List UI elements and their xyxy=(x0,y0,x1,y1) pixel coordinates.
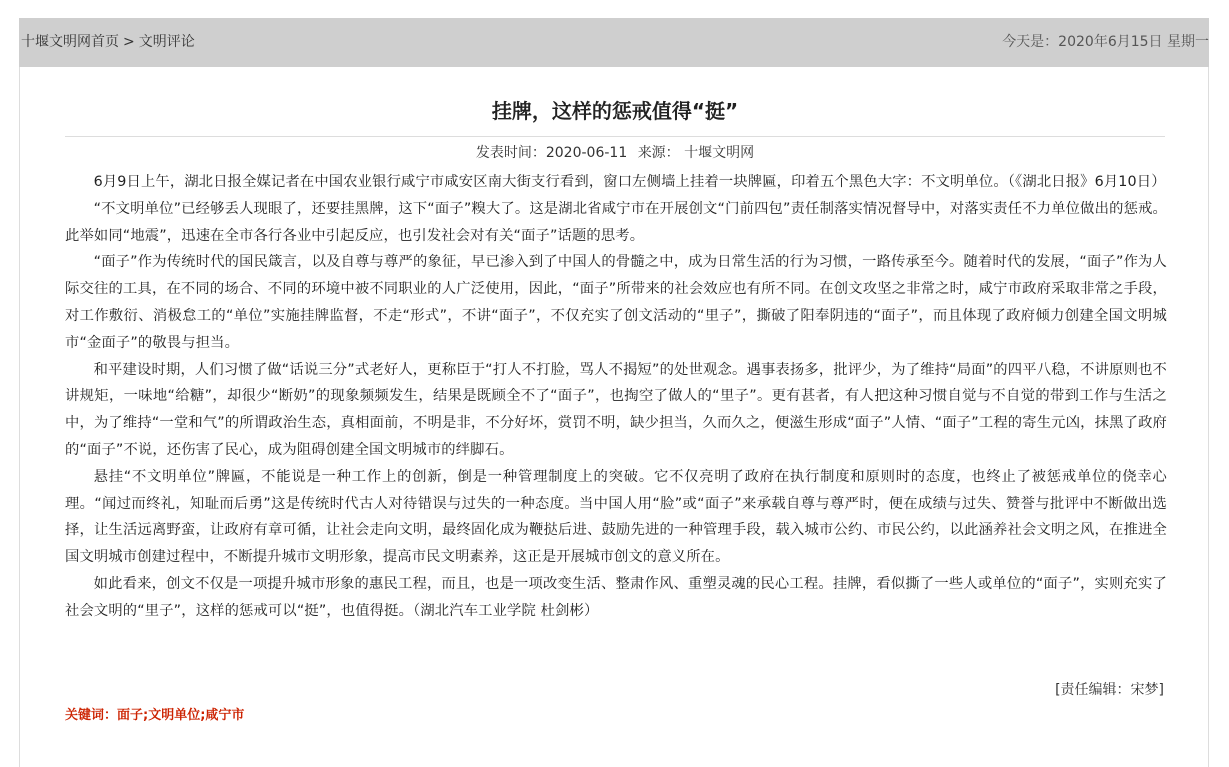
breadcrumb-section-link[interactable]: 文明评论 xyxy=(138,34,195,50)
title-divider xyxy=(65,136,1165,137)
article-paragraph: “面子”作为传统时代的国民箴言，以及自尊与尊严的象征，早已渗入到了中国人的骨髓之中，成为日常生活的行为习惯，一路传承至今。随着时代的发展，“面子”作为人际交往的工具，在不同的场合、不同的环境中被不同职业的人广泛使用，因此，“面子”所带来的社会效应也有所不同。在创文攻坚之非常之时，咸宁市政府采取非常之手段，对工作敷衍、消极怠工的“单位”实施挂牌监督，不走“形式”，不讲“面子”，不仅充实了创文活动的“里子”，撕破了阳奉阴违的“面子”，而且体现了政府倾力创建全国文明城市“金面子”的敬畏与担当。 xyxy=(65,254,1167,351)
article-paragraph: 如此看来，创文不仅是一项提升城市形象的惠民工程，而且，也是一项改变生活、整肃作风、重塑灵魂的民心工程。挂牌，看似撕了一些人或单位的“面子”，实则充实了社会文明的“里子”，这样的惩戒可以“挺”，也值得挺。（湖北汽车工业学院 杜剑彬） xyxy=(65,575,1167,619)
article-meta xyxy=(65,143,1165,163)
article-body xyxy=(65,169,1167,625)
breadcrumb-separator: > xyxy=(123,34,135,50)
article-paragraph: 悬挂“不文明单位”牌匾，不能说是一种工作上的创新，倒是一种管理制度上的突破。它不仅亮明了政府在执行制度和原则时的态度，也终止了被惩戒单位的侥幸心理。“闻过而终礼，知耻而后勇”这是传统时代古人对待错误与过失的一种态度。当中国人用“脸”或“面子”来承载自尊与尊严时，便在成绩与过失、赞誉与批评中不断做出选择，让生活远离野蛮，让政府有章可循，让社会走向文明，最终固化成为鞭挞后进、鼓励先进的一种管理手段，载入城市公约、市民公约，以此涵养社会文明之风，在推进全国文明城市创建过程中，不断提升城市文明形象，提高市民文明素养，这正是开展城市创文的意义所在。 xyxy=(65,468,1167,566)
keywords-values[interactable]: 面子;文明单位;咸宁市 xyxy=(117,708,245,723)
keywords-label: 关键词： xyxy=(65,708,118,723)
keywords-line xyxy=(65,707,244,725)
current-date: 今天是：2020年6月15日 星期一 xyxy=(1002,34,1209,50)
source-name: 十堰文明网 xyxy=(684,145,755,161)
publish-label: 发表时间： xyxy=(475,145,546,161)
responsible-editor: [责任编辑：宋梦] xyxy=(1055,682,1164,698)
article-panel xyxy=(19,67,1209,767)
article-paragraph: 6月9日上午，湖北日报全媒记者在中国农业银行咸宁市咸安区南大街支行看到，窗口左侧墙上挂着一块牌匾，印着五个黑色大字：不文明单位。（《湖北日报》6月10日） xyxy=(93,174,1166,190)
breadcrumb xyxy=(21,33,195,51)
article-paragraph: 和平建设时期，人们习惯了做“话说三分”式老好人，更称臣于“打人不打脸，骂人不揭短”的处世观念。遇事表扬多，批评少，为了维持“局面”的四平八稳，不讲原则也不讲规矩，一味地“给糖”，却很少“断奶”的现象频频发生，结果是既顾全不了“面子”，也掏空了做人的“里子”。更有甚者，有人把这种习惯自觉与不自觉的带到工作与生活之中，为了维持“一堂和气”的所谓政治生态，真相面前，不明是非，不分好坏，赏罚不明，缺少担当，久而久之，便滋生形成“面子”人情、“面子”工程的寄生元凶，抹黑了政府的“面子”不说，还伤害了民心，成为阻碍创建全国文明城市的绊脚石。 xyxy=(65,361,1167,458)
publish-date: 2020-06-11 xyxy=(545,145,628,161)
source-label: 来源： xyxy=(637,145,680,161)
article-paragraph: “不文明单位”已经够丢人现眼了，还要挂黑牌，这下“面子”糗大了。这是湖北省咸宁市在开展创文“门前四包”责任制落实情况督导中，对落实责任不力单位做出的惩戒。此举如同“地震”，迅速在全市各行各业中引起反应，也引发社会对有关“面子”话题的思考。 xyxy=(65,200,1167,244)
breadcrumb-home-link[interactable]: 十堰文明网首页 xyxy=(21,34,119,50)
top-bar xyxy=(19,18,1209,67)
article-title: 挂牌，这样的惩戒值得“挺” xyxy=(491,99,739,123)
